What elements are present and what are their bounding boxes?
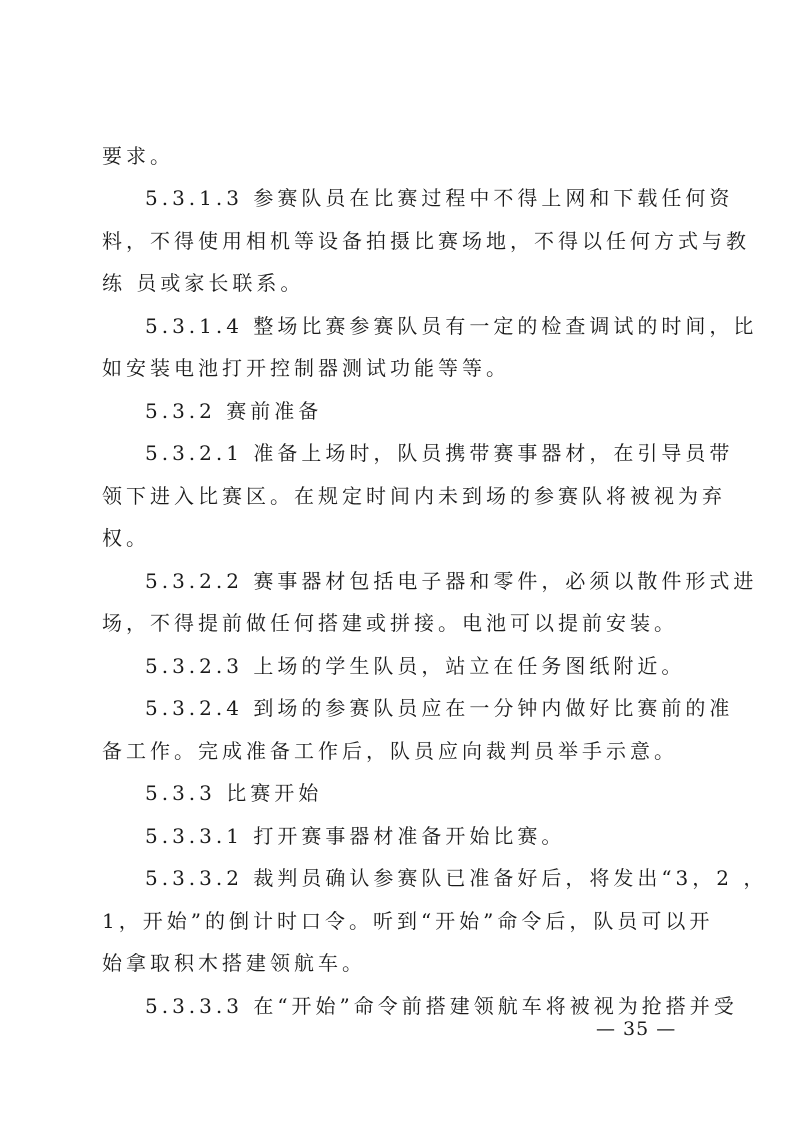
clause-5-3-2-4-line-2: 备工作。完成准备工作后，队员应向裁判员举手示意。 [102,739,678,763]
section-heading-5-3-2: 5.3.2 赛前准备 [145,399,323,423]
clause-5-3-1-3-line-1: 5.3.1.3 参赛队员在比赛过程中不得上网和下载任何资 [145,186,734,210]
section-heading-5-3-3: 5.3.3 比赛开始 [145,781,323,805]
page-number: — 35 — [596,1018,677,1040]
clause-5-3-3-2-line-2: 1，开始”的倒计时口令。听到“开始”命令后，队员可以开 [102,909,714,933]
clause-5-3-3-2-line-1: 5.3.3.2 裁判员确认参赛队已准备好后，将发出“3，2 ， [145,866,768,890]
clause-5-3-2-2-line-2: 场，不得提前做任何搭建或拼接。电池可以提前安装。 [102,611,678,635]
clause-5-3-3-3-line-1: 5.3.3.3 在“开始”命令前搭建领航车将被视为抢搭并受 [145,994,738,1018]
text-line-continuation: 要求。 [102,144,174,168]
clause-5-3-1-3-line-2: 料，不得使用相机等设备拍摄比赛场地，不得以任何方式与教 [102,229,750,253]
clause-5-3-3-2-line-3: 始拿取积木搭建领航车。 [102,951,366,975]
clause-5-3-1-4-line-2: 如安装电池打开控制器测试功能等等。 [102,356,510,380]
clause-5-3-2-1-line-1: 5.3.2.1 准备上场时，队员携带赛事器材，在引导员带 [145,441,734,465]
clause-5-3-2-1-line-2: 领下进入比赛区。在规定时间内未到场的参赛队将被视为弃 [102,484,726,508]
clause-5-3-2-2-line-1: 5.3.2.2 赛事器材包括电子器和零件，必须以散件形式进 [145,569,758,593]
clause-5-3-1-3-line-3: 练 员或家长联系。 [102,271,305,295]
clause-5-3-2-1-line-3: 权。 [102,526,150,550]
clause-5-3-2-3: 5.3.2.3 上场的学生队员，站立在任务图纸附近。 [145,654,686,678]
clause-5-3-1-4-line-1: 5.3.1.4 整场比赛参赛队员有一定的检查调试的时间，比 [145,314,758,338]
clause-5-3-2-4-line-1: 5.3.2.4 到场的参赛队员应在一分钟内做好比赛前的准 [145,696,734,720]
clause-5-3-3-1: 5.3.3.1 打开赛事器材准备开始比赛。 [145,824,566,848]
